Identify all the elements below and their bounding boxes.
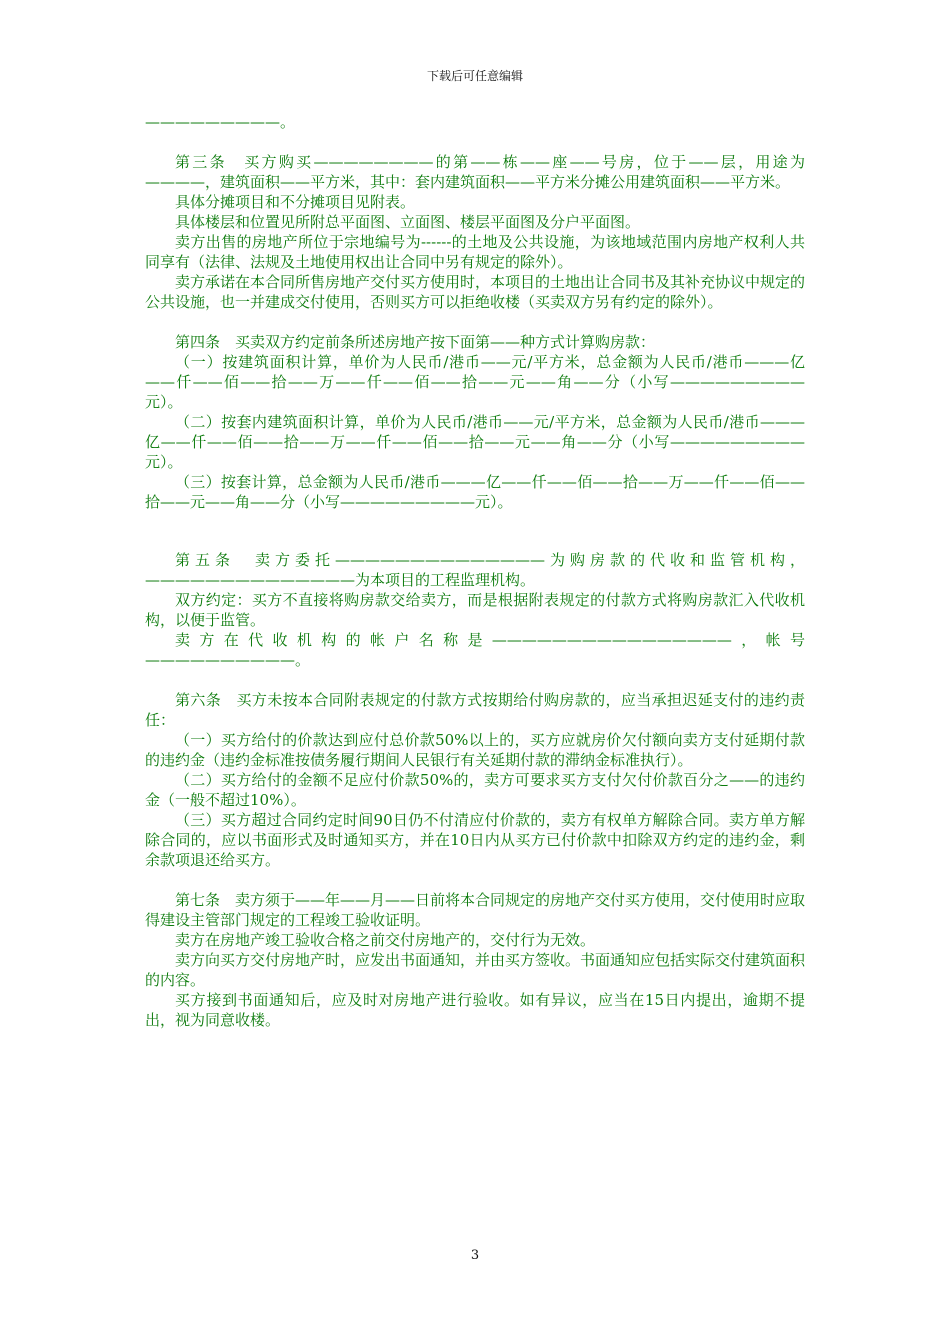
page-number: 3 [470,1248,480,1263]
paragraph: 具体分摊项目和不分摊项目见附表。 [175,193,416,211]
paragraph: （一）按建筑面积计算，单价为人民币/港币——元/平方米，总金额为人民币/港币———亿——仟——佰——拾——万——仟——佰——拾——元——角——分（小写—————————元）。 [145,353,805,411]
paragraph: （三）买方超过合同约定时间90日仍不付清应付价款的，卖方有权单方解除合同。卖方单方解除合同的，应以书面形式及时通知买方，并在10日内从买方已付价款中扣除双方约定的违约金，剩余款项退还给买方。 [145,811,805,869]
article-3: 第三条 买方购买————————的第——栋——座——号房，位于——层，用途为————，建筑面积——平方米，其中：套内建筑面积——平方米分摊公用建筑面积——平方米。 [145,153,805,191]
paragraph: 卖方出售的房地产所位于宗地编号为------的土地及公共设施，为该地域范围内房地产权利人共同享有（法律、法规及土地使用权出让合同中另有规定的除外）。 [145,233,805,271]
paragraph: —————————。 [145,113,296,131]
article-4: 第四条 买卖双方约定前条所述房地产按下面第——种方式计算购房款： [175,333,656,351]
article-7: 第七条 卖方须于——年——月——日前将本合同规定的房地产交付买方使用，交付使用时应取得建设主管部门规定的工程竣工验收证明。 [145,891,806,929]
paragraph: （一）买方给付的价款达到应付总价款50%以上的，买方应就房价欠付额向卖方支付延期付款的违约金（违约金标准按债务履行期间人民银行有关延期付款的滞纳金标准执行）。 [145,731,805,769]
document-body [145,112,805,1030]
page-header: 下载后可任意编辑 [426,69,523,83]
paragraph: 具体楼层和位置见所附总平面图、立面图、楼层平面图及分户平面图。 [175,213,641,231]
paragraph: 双方约定：买方不直接将购房款交给卖方，而是根据附表规定的付款方式将购房款汇入代收机构，以便于监管。 [145,591,805,629]
paragraph: 卖方在代收机构的帐户名称是————————————————，帐号——————————。 [145,631,805,669]
paragraph: （二）买方给付的金额不足应付价款50%的，卖方可要求买方支付欠付价款百分之——的违约金（一般不超过10%）。 [145,771,805,809]
paragraph: （三）按套计算，总金额为人民币/港币———亿——仟——佰——拾——万——仟——佰——拾——元——角——分（小写—————————元）。 [145,473,805,511]
paragraph: 卖方在房地产竣工验收合格之前交付房地产的，交付行为无效。 [175,931,596,949]
paragraph: 买方接到书面通知后，应及时对房地产进行验收。如有异议，应当在15日内提出，逾期不提出，视为同意收楼。 [145,991,805,1029]
paragraph: 卖方承诺在本合同所售房地产交付买方使用时，本项目的土地出让合同书及其补充协议中规定的公共设施，也一并建成交付使用，否则买方可以拒绝收楼（买卖双方另有约定的除外）。 [145,273,806,311]
article-5: 第五条 卖方委托——————————————为购房款的代收和监管机构，——————————————为本项目的工程监理机构。 [145,551,805,589]
paragraph: （二）按套内建筑面积计算，单价为人民币/港币——元/平方米，总金额为人民币/港币———亿——仟——佰——拾——万——仟——佰——拾——元——角——分（小写—————————元）。 [145,413,805,471]
paragraph: 卖方向买方交付房地产时，应发出书面通知，并由买方签收。书面通知应包括实际交付建筑面积的内容。 [145,951,806,989]
article-6: 第六条 买方未按本合同附表规定的付款方式按期给付购房款的，应当承担迟延支付的违约责任： [145,691,805,729]
